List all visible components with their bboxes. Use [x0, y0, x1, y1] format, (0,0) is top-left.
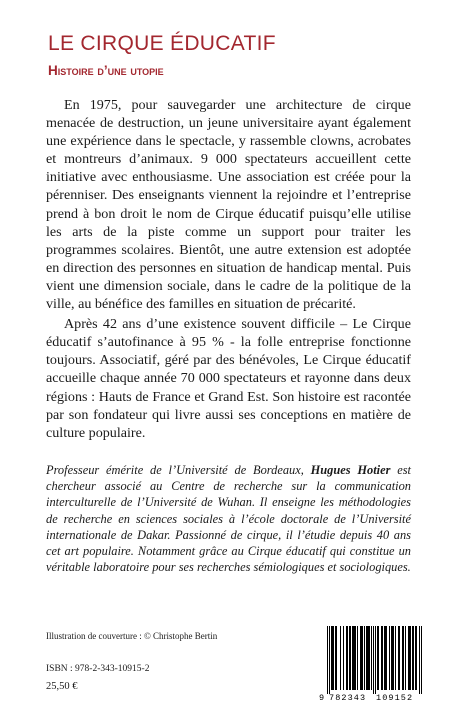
barcode-bar: [367, 626, 368, 690]
barcode-bar: [368, 626, 369, 690]
barcode-bar: [403, 626, 404, 690]
barcode-bar: [412, 626, 413, 690]
barcode-bar: [362, 626, 363, 690]
barcode-bar: [385, 626, 386, 690]
barcode-bar: [399, 626, 400, 690]
isbn: ISBN : 978-2-343-10915-2: [46, 664, 150, 674]
barcode-bar: [395, 626, 396, 690]
barcode-bar: [421, 626, 422, 694]
author-bio: [46, 462, 411, 575]
bio-details: est chercheur associé au Centre de recherche sur la communication interculturelle de l’Université de Wuhan. Il enseigne les méthodologies de recherche en sciences sociales à l’école doctorale de l’Université internationale de Dakar. Passionné de cirque, il l’étudie depuis 40 ans cet art populaire. Notamment grâce au Cirque éducatif qui constitue un véritable laboratoire pour ses recherches sémiologiques et sociologiques.: [46, 463, 411, 575]
author-name: Hugues Hotier: [310, 463, 391, 477]
synopsis-paragraph-2: Après 42 ans d’une existence souvent difficile – Le Cirque éducatif s’autofinance à 95 % - la folle entreprise fonctionne toujours. Associatif, géré par des bénévoles, Le Cirque éducatif accueille chaque année 70 000 spectateurs et rayonne dans deux régions : Hauts de France et Grand Est. Son histoire est racontée par son fondateur qui livre aussi ses conceptions en matière de culture populaire.: [46, 316, 411, 441]
barcode-bar: [353, 626, 354, 690]
barcode-bar: [413, 626, 414, 690]
barcode-bar: [346, 626, 347, 690]
barcode-bar: [373, 626, 374, 694]
barcode-bar: [355, 626, 356, 690]
cover-credit: Illustration de couverture : © Christophe Bertin: [46, 631, 218, 641]
barcode-bar: [361, 626, 362, 690]
barcode-bar: [371, 626, 372, 690]
synopsis-paragraph-1: En 1975, pour sauvegarder une architecture de cirque menacée de destruction, un jeune universitaire ayant également une expérience dans le spectacle, y rassemble clowns, acrobates et montreurs d’animaux. 9 000 spectateurs accueillent cette initiative avec enthousiasme. Une association est créée pour la pérenniser. Des enseignants viennent la rejoindre et l’entreprise prend à bon droit le nom de Cirque éducatif puisqu’elle utilise les arts de la piste comme un support pour traiter les programmes scolaires. Bientôt, une autre extension est adoptée en direction des personnes en situation de handicap mental. Puis vient une dimension sociale, dans le cadre de la politique de la ville, au bénéfice des familles en situation de précarité.: [46, 97, 411, 313]
barcode-bar: [410, 626, 411, 690]
barcode-bar: [378, 626, 379, 690]
barcode-bar: [416, 626, 417, 690]
barcode-bar: [357, 626, 358, 690]
barcode-bar: [409, 626, 410, 690]
book-subtitle: Histoire d’une utopie: [48, 63, 164, 78]
book-title: LE CIRQUE ÉDUCATIF: [48, 32, 276, 55]
barcode-bar: [332, 626, 333, 690]
barcode-bar: [327, 626, 328, 694]
barcode-bar: [354, 626, 355, 690]
barcode-bar: [340, 626, 341, 690]
barcode-bar: [364, 626, 365, 690]
barcode-bar: [419, 626, 420, 694]
price: 25,50 €: [46, 681, 78, 692]
barcode-bar: [333, 626, 334, 690]
barcode-bar: [415, 626, 416, 690]
barcode-bar: [350, 626, 351, 690]
barcode: [316, 624, 426, 704]
barcode-bar: [392, 626, 393, 690]
barcode-bar: [360, 626, 361, 690]
barcode-bar: [343, 626, 344, 690]
barcode-bar: [381, 626, 382, 690]
barcode-digits-right: 109152: [376, 693, 414, 703]
barcode-bar: [347, 626, 348, 690]
barcode-bar: [375, 626, 376, 694]
barcode-bar: [386, 626, 387, 690]
barcode-bar: [366, 626, 367, 690]
barcode-bar: [369, 626, 370, 690]
barcode-bar: [352, 626, 353, 690]
barcode-bar: [393, 626, 394, 690]
barcode-bar: [384, 626, 385, 690]
barcode-bar: [382, 626, 383, 690]
barcode-bar: [331, 626, 332, 690]
barcode-bar: [391, 626, 392, 690]
bio-intro: Professeur émérite de l’Université de Bordeaux,: [46, 463, 311, 477]
barcode-bar: [336, 626, 337, 690]
barcode-bar: [405, 626, 406, 690]
barcode-bar: [349, 626, 350, 690]
synopsis: [46, 96, 411, 442]
barcode-bar: [408, 626, 409, 690]
barcode-bar: [398, 626, 399, 690]
barcode-digit-first: 9: [319, 693, 325, 703]
barcode-bar: [402, 626, 403, 690]
barcode-bar: [335, 626, 336, 690]
barcode-bar: [377, 626, 378, 690]
barcode-digits-left: 782343: [329, 693, 367, 703]
barcode-bar: [329, 626, 330, 694]
barcode-bar: [389, 626, 390, 690]
